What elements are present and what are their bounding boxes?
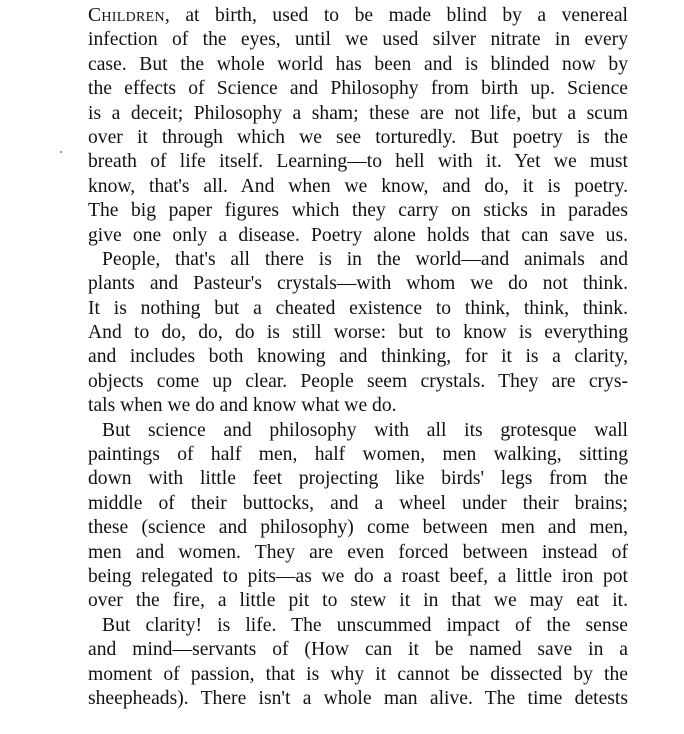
text-line: men and women. They are even forced between instead of [88, 541, 628, 563]
paragraph-2 [88, 248, 628, 419]
text-line: Children, at birth, used to be made blind by a venereal [88, 5, 628, 26]
text-line: sheepheads). There isn't a whole man alive. The time detests [88, 687, 628, 709]
text-line: And to do, do, do is still worse: but to know is everything [88, 322, 628, 344]
text-line: down with little feet projecting like birds' legs from the [88, 468, 628, 490]
text-line: and includes both knowing and thinking, for it is a clarity, [88, 346, 628, 368]
text-line: case. But the whole world has been and is blinded now by [88, 53, 628, 75]
text-line: objects come up clear. People seem crystals. They are crys- [88, 370, 628, 392]
text-line: breath of life itself. Learning—to hell with it. Yet we must [88, 151, 628, 173]
text-line: these (science and philosophy) come between men and men, [88, 517, 628, 539]
text-line: moment of passion, that is why it cannot be dissected by the [88, 663, 628, 685]
text-line: paintings of half men, half women, men walking, sitting [88, 444, 628, 466]
text-line: give one only a disease. Poetry alone holds that can save us. [88, 224, 628, 246]
paragraph-4 [88, 614, 628, 712]
text-line: over the fire, a little pit to stew it in that we may eat it. [88, 590, 628, 612]
text-line: plants and Pasteur's crystals—with whom we do not think. [88, 273, 628, 295]
text-line: and mind—servants of (How can it be named save in a [88, 639, 628, 661]
text-line: But science and philosophy with all its grotesque wall [102, 419, 628, 441]
margin-mark [60, 151, 62, 153]
text-line: the effects of Science and Philosophy from birth up. Science [88, 78, 628, 100]
text-line: But clarity! is life. The unscummed impact of the sense [102, 614, 628, 636]
text-line: know, that's all. And when we know, and do, it is poetry. [88, 175, 628, 197]
text-line: The big paper figures which they carry on sticks in parades [88, 200, 628, 222]
lead-word: Children [88, 5, 165, 26]
text-line: being relegated to pits—as we do a roast beef, a little iron pot [88, 565, 628, 587]
text-line: tals when we do and know what we do. [88, 395, 397, 417]
text-line: It is nothing but a cheated existence to think, think, think. [88, 297, 628, 319]
text-line: People, that's all there is in the world—and animals and [102, 248, 628, 270]
document-page [88, 4, 628, 711]
text-line: over it through which we see torturedly. But poetry is the [88, 126, 628, 148]
text-line: is a deceit; Philosophy a sham; these are not life, but a scum [88, 102, 628, 124]
paragraph-3 [88, 419, 628, 614]
paragraph-1 [88, 4, 628, 248]
text-line: middle of their buttocks, and a wheel under their brains; [88, 492, 628, 514]
text-line: infection of the eyes, until we used silver nitrate in every [88, 29, 628, 51]
